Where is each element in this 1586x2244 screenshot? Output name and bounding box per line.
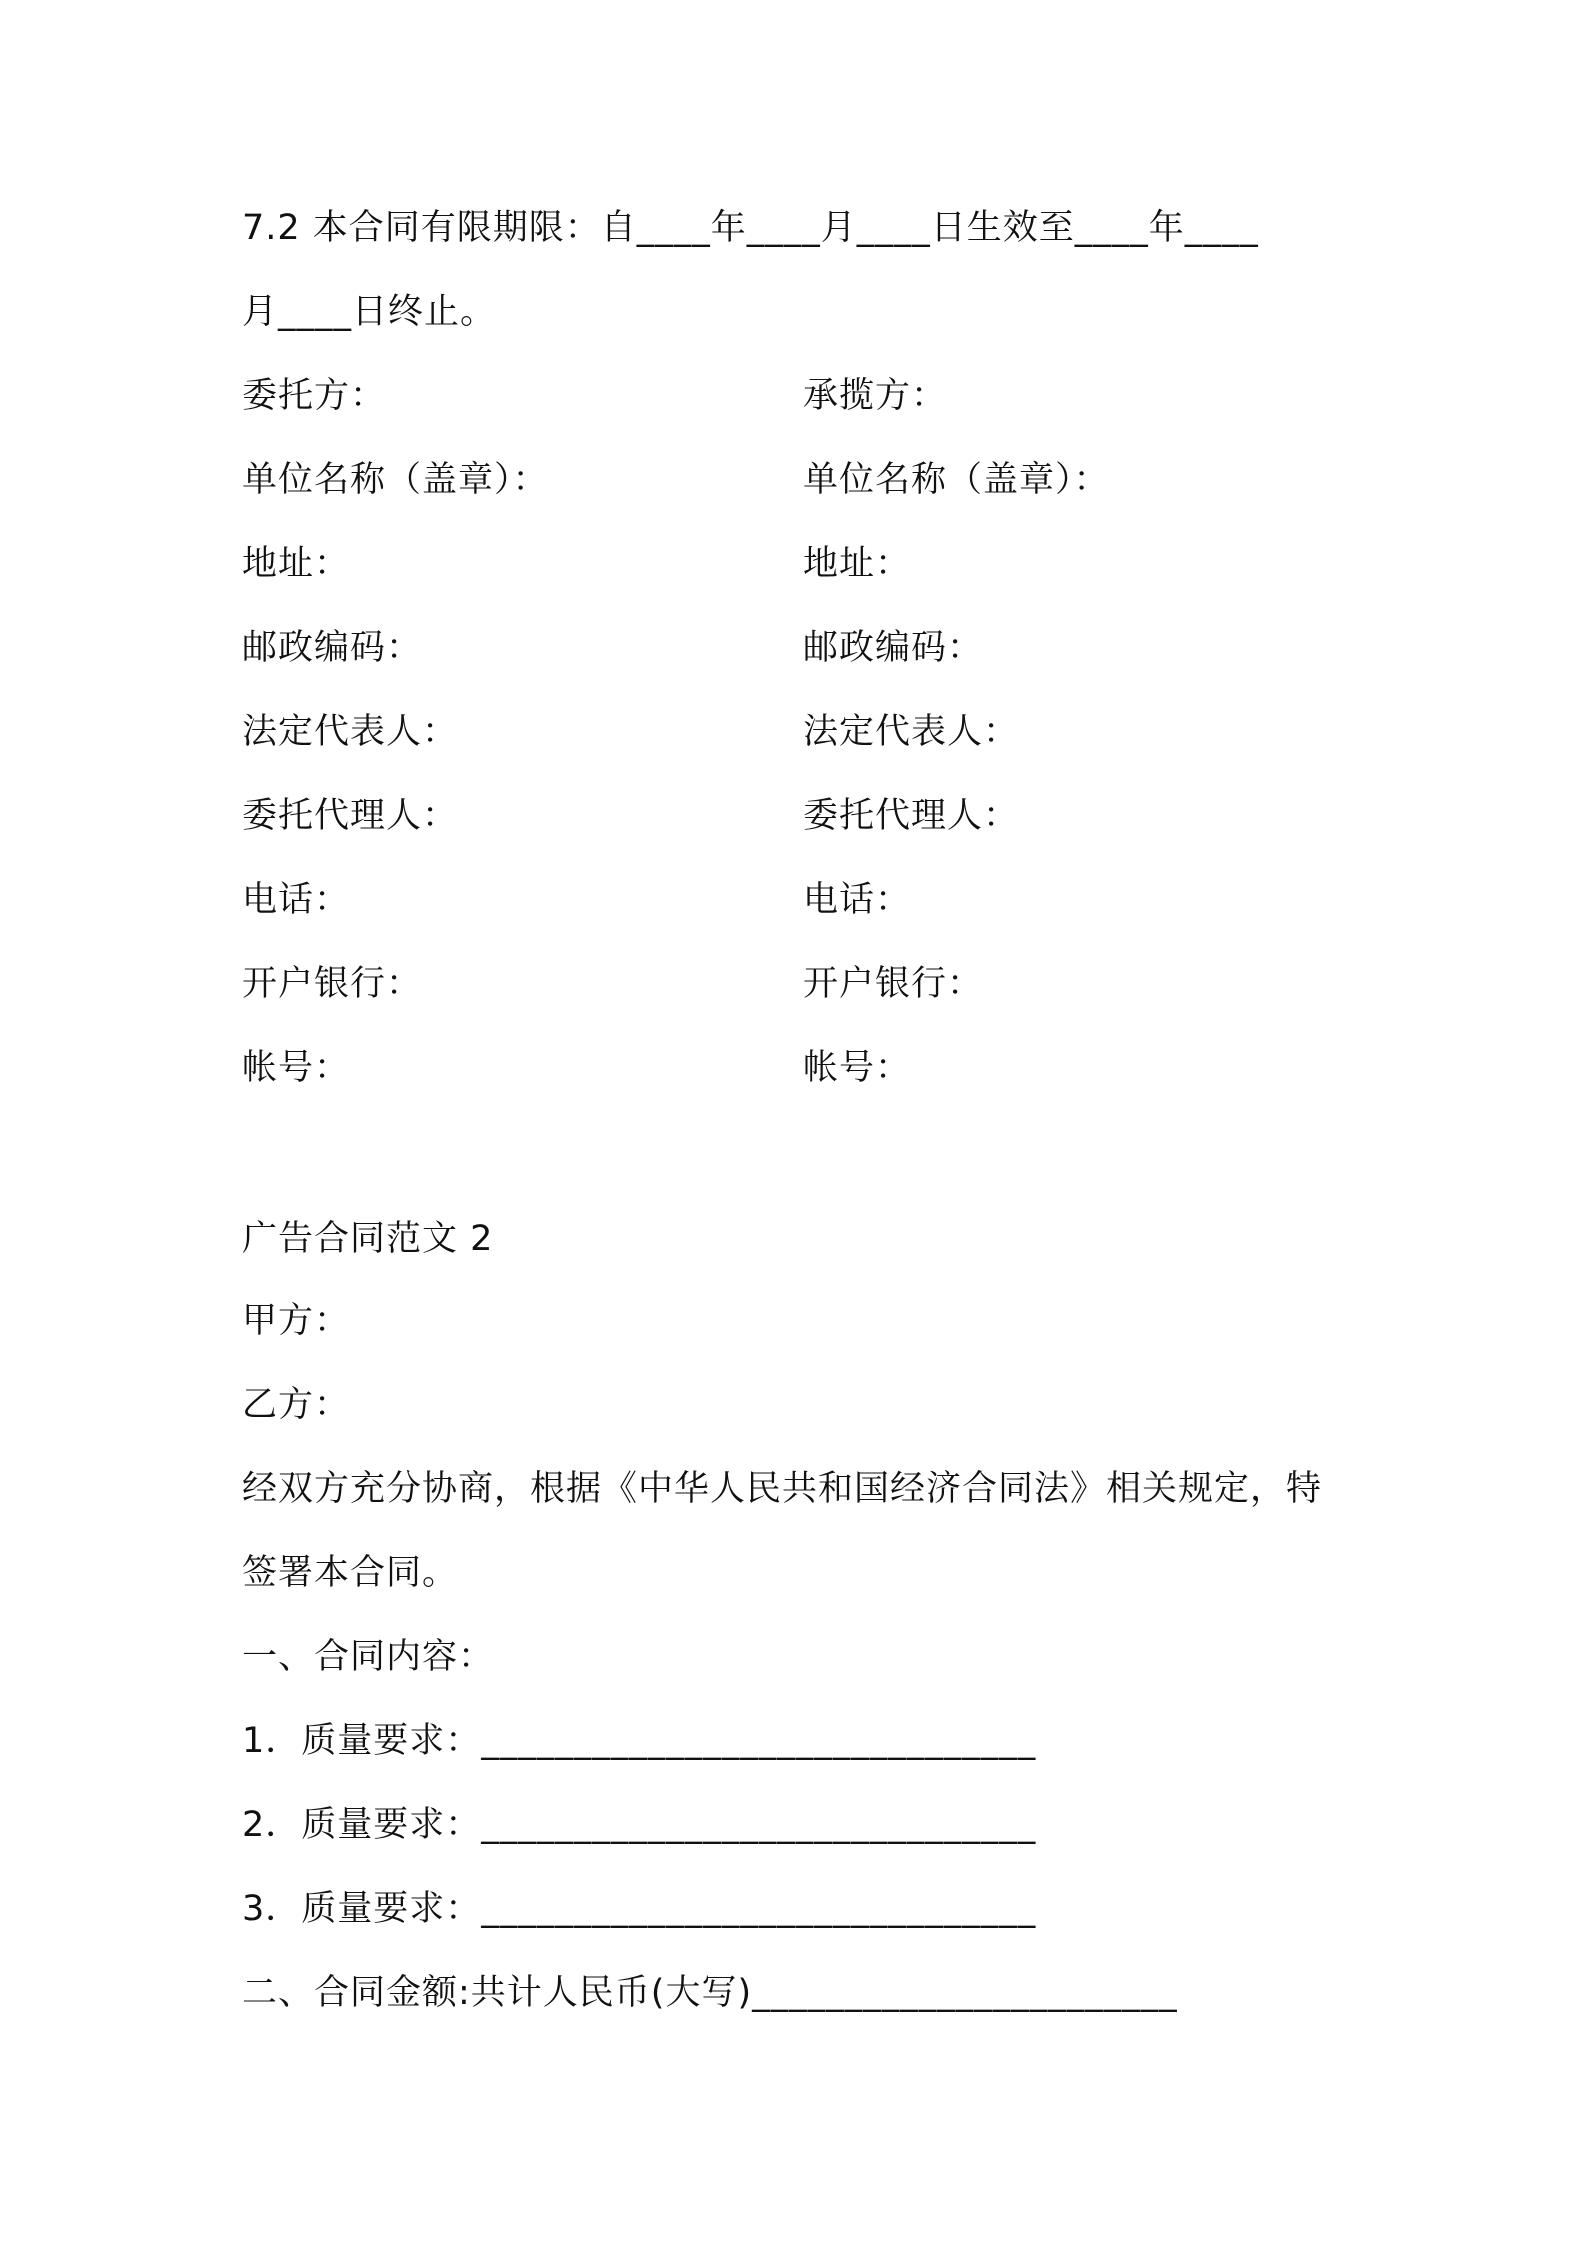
section-2-amount: 二、合同金额:共计人民币(大写)_______________________ — [242, 1973, 1178, 2013]
contractor-heading: 承揽方： — [803, 376, 948, 416]
intro-line-2: 签署本合同。 — [242, 1553, 459, 1593]
contractor-agent: 委托代理人： — [803, 796, 1020, 836]
contractor-address: 地址： — [803, 544, 912, 584]
client-address: 地址： — [242, 544, 351, 584]
client-unit-name: 单位名称（盖章）： — [242, 460, 549, 500]
contractor-phone: 电话： — [803, 880, 912, 920]
sample2-title: 广告合同范文 2 — [242, 1219, 494, 1259]
quality-item-1: 1．质量要求：______________________________ — [242, 1721, 1037, 1761]
contractor-account: 帐号： — [803, 1048, 912, 1088]
section-1-heading: 一、合同内容： — [242, 1637, 495, 1677]
client-heading: 委托方： — [242, 376, 387, 416]
clause-7-2-line-2: 月____日终止。 — [242, 292, 497, 332]
contractor-unit-name: 单位名称（盖章）： — [803, 460, 1110, 500]
quality-item-2: 2．质量要求：______________________________ — [242, 1805, 1037, 1845]
client-postcode: 邮政编码： — [242, 628, 423, 668]
quality-item-3: 3．质量要求：______________________________ — [242, 1889, 1037, 1929]
contractor-postcode: 邮政编码： — [803, 628, 984, 668]
party-b: 乙方： — [242, 1385, 351, 1425]
party-a: 甲方： — [242, 1301, 351, 1341]
client-agent: 委托代理人： — [242, 796, 459, 836]
client-legal-rep: 法定代表人： — [242, 712, 459, 752]
client-account: 帐号： — [242, 1048, 351, 1088]
contractor-bank: 开户银行： — [803, 964, 984, 1004]
clause-7-2-line-1: 7.2 本合同有限期限：自____年____月____日生效至____年____ — [242, 208, 1259, 248]
client-phone: 电话： — [242, 880, 351, 920]
intro-line-1: 经双方充分协商，根据《中华人民共和国经济合同法》相关规定，特 — [242, 1469, 1323, 1509]
client-bank: 开户银行： — [242, 964, 423, 1004]
contractor-legal-rep: 法定代表人： — [803, 712, 1020, 752]
